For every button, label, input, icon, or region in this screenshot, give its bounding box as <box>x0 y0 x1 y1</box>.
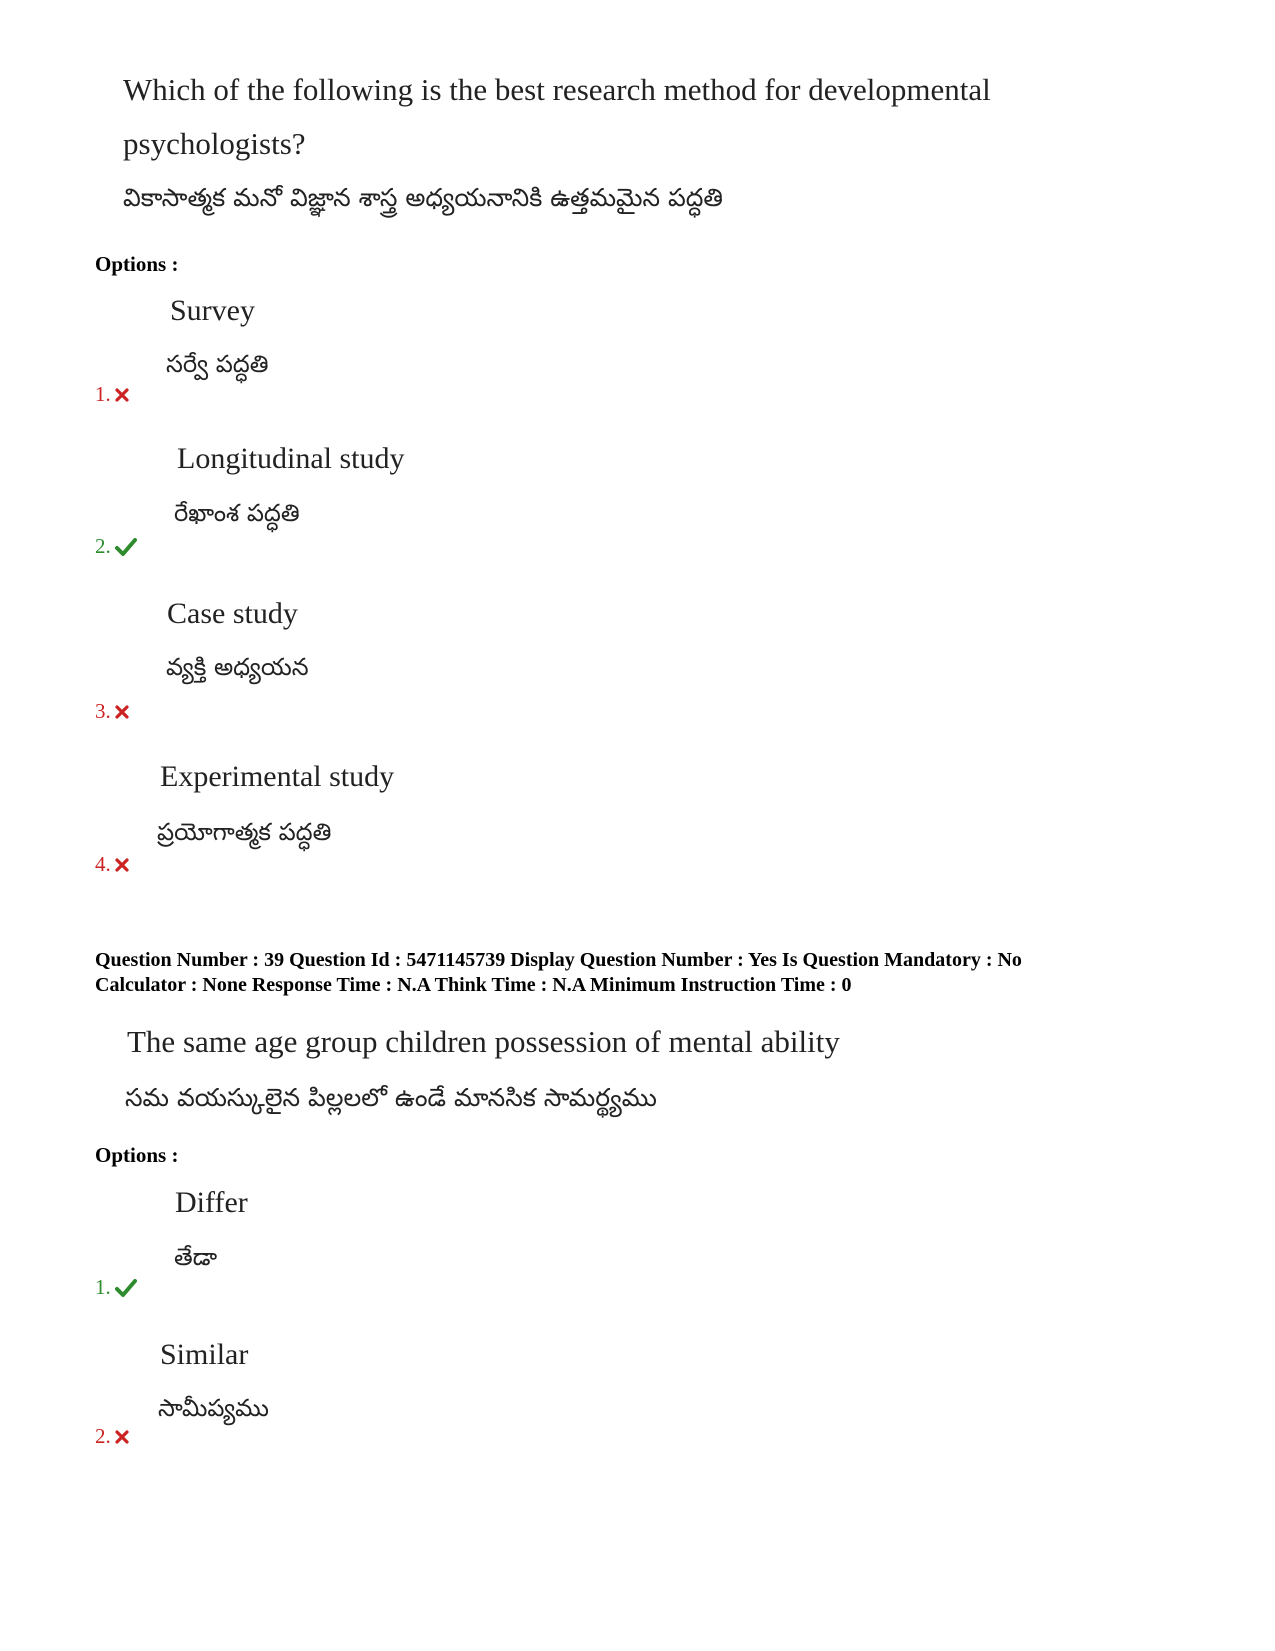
option-marker <box>95 852 129 877</box>
option-text-te: సామీప్యము <box>158 1394 269 1422</box>
question-text-en: The same age group children possession of mental ability <box>127 1024 840 1059</box>
check-icon <box>115 1279 137 1297</box>
option-text-en: Case study <box>167 597 298 630</box>
option-text-en: Longitudinal study <box>177 442 405 475</box>
option-marker <box>95 382 129 407</box>
option-text-en: Survey <box>170 294 255 327</box>
option-number: 1. <box>95 382 111 406</box>
option-text-en: Similar <box>160 1338 249 1371</box>
option-text-te: రేఖాంశ పద్ధతి <box>174 499 300 527</box>
cross-icon <box>115 1430 129 1444</box>
option-marker <box>95 1275 137 1300</box>
options-label: Options : <box>95 252 179 276</box>
option-text-te: ప్రయోగాత్మక పద్ధతి <box>157 818 332 846</box>
option-number: 3. <box>95 699 111 723</box>
options-label: Options : <box>95 1143 179 1167</box>
option-marker <box>95 699 129 724</box>
question-text-en-line1: Which of the following is the best research method for developmental <box>123 72 991 107</box>
check-icon <box>115 538 137 556</box>
option-number: 1. <box>95 1275 111 1299</box>
cross-icon <box>115 858 129 872</box>
option-text-en: Experimental study <box>160 760 395 793</box>
option-text-en: Differ <box>175 1186 248 1219</box>
option-number: 2. <box>95 534 111 558</box>
option-text-te: తేడా <box>174 1243 218 1271</box>
option-text-te: వ్యక్తి అధ్యయన <box>166 653 309 681</box>
option-marker <box>95 534 137 559</box>
question-meta-line2: Calculator : None Response Time : N.A Think Time : N.A Minimum Instruction Time : 0 <box>95 974 852 996</box>
cross-icon <box>115 705 129 719</box>
option-marker <box>95 1424 129 1449</box>
option-number: 2. <box>95 1424 111 1448</box>
cross-icon <box>115 388 129 402</box>
question-text-te: సమ వయస్కులైన పిల్లలలో ఉండే మానసిక సామర్థ్యము <box>125 1083 657 1112</box>
question-text-en-line2: psychologists? <box>123 126 306 161</box>
question-meta-line1: Question Number : 39 Question Id : 5471145739 Display Question Number : Yes Is Question Mandatory : No <box>95 949 1022 971</box>
option-number: 4. <box>95 852 111 876</box>
option-text-te: సర్వే పద్ధతి <box>166 350 269 378</box>
question-text-te: వికాసాత్మక మనో విజ్ఞాన శాస్త్ర అధ్యయనానికి ఉత్తమమైన పద్ధతి <box>123 183 723 212</box>
